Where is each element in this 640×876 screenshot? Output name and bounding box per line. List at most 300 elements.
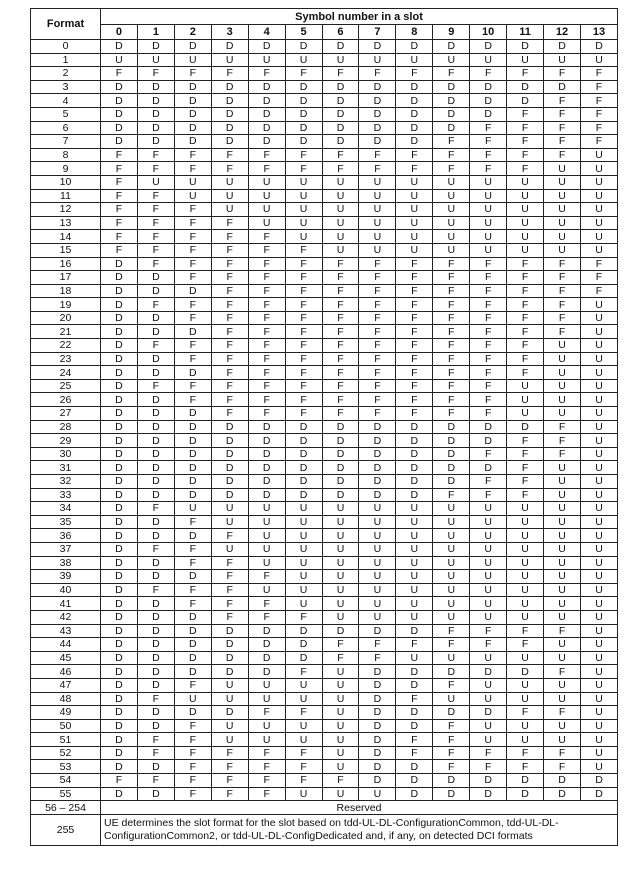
symbol-cell: U xyxy=(433,189,470,203)
symbol-cell: D xyxy=(137,393,174,407)
table-row xyxy=(31,94,618,108)
symbol-cell: D xyxy=(322,40,359,54)
table-row xyxy=(31,366,618,380)
format-number-cell: 45 xyxy=(31,651,101,665)
symbol-cell: U xyxy=(359,216,396,230)
symbol-cell: F xyxy=(248,774,285,788)
symbol-cell: F xyxy=(137,583,174,597)
symbol-cell: U xyxy=(580,706,617,720)
symbol-cell: F xyxy=(433,162,470,176)
format-number-cell: 17 xyxy=(31,271,101,285)
symbol-cell: U xyxy=(544,542,581,556)
symbol-cell: U xyxy=(544,570,581,584)
symbol-cell: U xyxy=(433,651,470,665)
symbol-cell: D xyxy=(101,271,138,285)
symbol-cell: U xyxy=(285,678,322,692)
symbol-cell: F xyxy=(433,407,470,421)
symbol-cell: F xyxy=(396,407,433,421)
symbol-cell: D xyxy=(396,94,433,108)
symbol-cell: U xyxy=(507,203,544,217)
symbol-cell: F xyxy=(359,407,396,421)
symbol-cell: F xyxy=(137,298,174,312)
symbol-cell: U xyxy=(359,529,396,543)
symbol-cell: F xyxy=(544,257,581,271)
symbol-cell: D xyxy=(248,665,285,679)
symbol-cell: D xyxy=(322,80,359,94)
symbol-cell: F xyxy=(396,692,433,706)
symbol-cell: D xyxy=(359,719,396,733)
symbol-cell: F xyxy=(433,271,470,285)
symbol-cell: D xyxy=(101,311,138,325)
symbol-cell: F xyxy=(322,651,359,665)
format-number-cell: 53 xyxy=(31,760,101,774)
symbol-cell: D xyxy=(137,515,174,529)
symbol-cell: U xyxy=(285,203,322,217)
format-number-cell: 33 xyxy=(31,488,101,502)
symbol-cell: U xyxy=(470,692,507,706)
symbol-cell: F xyxy=(396,148,433,162)
symbol-cell: U xyxy=(433,230,470,244)
format-number-cell: 6 xyxy=(31,121,101,135)
symbol-cell: D xyxy=(359,475,396,489)
symbol-cell: F xyxy=(174,515,211,529)
symbol-cell: D xyxy=(137,787,174,801)
symbol-cell: U xyxy=(580,243,617,257)
format-number-cell: 0 xyxy=(31,40,101,54)
format-number-cell: 5 xyxy=(31,107,101,121)
symbol-cell: U xyxy=(174,692,211,706)
table-row xyxy=(31,121,618,135)
table-row xyxy=(31,162,618,176)
symbol-cell: F xyxy=(359,638,396,652)
symbol-cell: U xyxy=(580,746,617,760)
symbol-cell: F xyxy=(544,420,581,434)
table-row xyxy=(31,325,618,339)
symbol-cell: U xyxy=(211,515,248,529)
format-number-cell: 49 xyxy=(31,706,101,720)
format-number-cell: 55 xyxy=(31,787,101,801)
symbol-cell: D xyxy=(396,420,433,434)
symbol-cell: D xyxy=(359,135,396,149)
symbol-cell: U xyxy=(507,393,544,407)
symbol-cell: U xyxy=(396,175,433,189)
symbol-cell: D xyxy=(137,420,174,434)
symbol-cell: D xyxy=(137,760,174,774)
symbol-cell: F xyxy=(211,284,248,298)
symbol-cell: U xyxy=(580,719,617,733)
symbol-cell: D xyxy=(359,447,396,461)
symbol-cell: D xyxy=(137,407,174,421)
symbol-cell: U xyxy=(507,529,544,543)
symbol-cell: F xyxy=(396,379,433,393)
symbol-cell: D xyxy=(101,94,138,108)
symbol-cell: U xyxy=(359,597,396,611)
symbol-cell: U xyxy=(322,216,359,230)
symbol-cell: F xyxy=(396,733,433,747)
symbol-number-header: 4 xyxy=(248,25,285,40)
symbol-cell: D xyxy=(101,706,138,720)
table-row xyxy=(31,475,618,489)
symbol-cell: F xyxy=(544,135,581,149)
symbol-cell: U xyxy=(248,175,285,189)
symbol-cell: F xyxy=(211,271,248,285)
symbol-cell: F xyxy=(544,121,581,135)
symbol-cell: D xyxy=(137,271,174,285)
symbol-cell: F xyxy=(285,243,322,257)
symbol-cell: U xyxy=(322,529,359,543)
symbol-cell: D xyxy=(174,706,211,720)
symbol-cell: F xyxy=(470,311,507,325)
symbol-cell: D xyxy=(101,760,138,774)
symbol-cell: F xyxy=(580,271,617,285)
table-row xyxy=(31,107,618,121)
symbol-cell: F xyxy=(211,393,248,407)
symbol-cell: U xyxy=(544,407,581,421)
symbol-cell: F xyxy=(174,339,211,353)
table-row xyxy=(31,760,618,774)
symbol-cell: U xyxy=(322,230,359,244)
symbol-cell: U xyxy=(580,420,617,434)
symbol-cell: U xyxy=(470,651,507,665)
symbol-cell: U xyxy=(580,352,617,366)
symbol-cell: F xyxy=(285,339,322,353)
symbol-cell: F xyxy=(248,298,285,312)
symbol-cell: D xyxy=(101,80,138,94)
symbol-cell: D xyxy=(101,407,138,421)
symbol-cell: F xyxy=(137,216,174,230)
symbol-cell: D xyxy=(507,94,544,108)
symbol-cell: U xyxy=(359,542,396,556)
symbol-cell: F xyxy=(507,135,544,149)
symbol-cell: U xyxy=(580,175,617,189)
symbol-cell: U xyxy=(433,515,470,529)
symbol-cell: F xyxy=(248,787,285,801)
symbol-number-header: 8 xyxy=(396,25,433,40)
symbol-cell: U xyxy=(580,597,617,611)
symbol-cell: F xyxy=(507,706,544,720)
symbol-cell: F xyxy=(396,325,433,339)
symbol-cell: D xyxy=(359,706,396,720)
symbol-cell: F xyxy=(507,434,544,448)
symbol-cell: F xyxy=(322,339,359,353)
symbol-cell: U xyxy=(470,570,507,584)
symbol-cell: D xyxy=(433,94,470,108)
symbol-cell: F xyxy=(433,488,470,502)
symbol-cell: U xyxy=(248,692,285,706)
symbol-cell: F xyxy=(285,271,322,285)
format-number-cell: 30 xyxy=(31,447,101,461)
format-number-cell: 48 xyxy=(31,692,101,706)
symbol-cell: D xyxy=(507,80,544,94)
symbol-cell: F xyxy=(137,67,174,81)
symbol-cell: F xyxy=(285,257,322,271)
symbol-cell: F xyxy=(396,298,433,312)
symbol-cell: U xyxy=(396,230,433,244)
symbol-cell: U xyxy=(544,175,581,189)
table-row xyxy=(31,787,618,801)
symbol-cell: F xyxy=(433,366,470,380)
symbol-cell: D xyxy=(396,434,433,448)
symbol-cell: U xyxy=(507,583,544,597)
symbol-cell: U xyxy=(580,502,617,516)
symbol-cell: F xyxy=(174,257,211,271)
symbol-cell: F xyxy=(137,189,174,203)
format-number-cell: 39 xyxy=(31,570,101,584)
symbol-cell: F xyxy=(507,311,544,325)
symbol-cell: U xyxy=(580,651,617,665)
symbol-cell: D xyxy=(470,461,507,475)
symbol-cell: F xyxy=(285,298,322,312)
symbol-cell: F xyxy=(433,257,470,271)
symbol-cell: F xyxy=(470,162,507,176)
symbol-cell: D xyxy=(174,80,211,94)
symbol-cell: U xyxy=(580,447,617,461)
symbol-cell: D xyxy=(211,488,248,502)
symbol-cell: F xyxy=(433,135,470,149)
symbol-cell: D xyxy=(174,570,211,584)
symbol-cell: F xyxy=(137,733,174,747)
format-number-cell: 32 xyxy=(31,475,101,489)
format-number-cell: 22 xyxy=(31,339,101,353)
symbol-cell: F xyxy=(544,325,581,339)
format-number-cell: 34 xyxy=(31,502,101,516)
symbol-cell: F xyxy=(470,366,507,380)
symbol-cell: U xyxy=(470,583,507,597)
symbol-cell: F xyxy=(285,706,322,720)
symbol-cell: D xyxy=(174,434,211,448)
format-255-cell: 255 xyxy=(31,815,101,846)
symbol-cell: F xyxy=(470,135,507,149)
symbol-cell: D xyxy=(174,325,211,339)
symbol-cell: U xyxy=(470,719,507,733)
symbol-cell: F xyxy=(248,230,285,244)
symbol-cell: D xyxy=(137,624,174,638)
symbol-cell: U xyxy=(433,570,470,584)
symbol-cell: U xyxy=(580,148,617,162)
symbol-cell: F xyxy=(174,760,211,774)
symbol-cell: U xyxy=(322,175,359,189)
symbol-cell: F xyxy=(174,583,211,597)
symbol-cell: F xyxy=(433,379,470,393)
symbol-cell: D xyxy=(507,665,544,679)
table-row xyxy=(31,148,618,162)
symbol-cell: F xyxy=(470,325,507,339)
table-row xyxy=(31,407,618,421)
symbol-cell: D xyxy=(359,121,396,135)
table-row xyxy=(31,40,618,54)
symbol-number-header-row xyxy=(31,25,618,40)
symbol-cell: D xyxy=(101,488,138,502)
format-number-cell: 42 xyxy=(31,610,101,624)
symbol-cell: D xyxy=(359,420,396,434)
symbol-cell: F xyxy=(433,624,470,638)
symbol-cell: F xyxy=(359,67,396,81)
symbol-cell: F xyxy=(507,271,544,285)
symbol-cell: D xyxy=(174,284,211,298)
symbol-cell: D xyxy=(470,706,507,720)
symbol-cell: F xyxy=(285,284,322,298)
symbol-cell: D xyxy=(322,420,359,434)
format-number-cell: 50 xyxy=(31,719,101,733)
symbol-cell: U xyxy=(396,203,433,217)
symbol-cell: U xyxy=(470,216,507,230)
symbol-cell: D xyxy=(433,107,470,121)
symbol-cell: F xyxy=(211,230,248,244)
reserved-row xyxy=(31,801,618,815)
symbol-cell: F xyxy=(396,271,433,285)
symbol-cell: F xyxy=(211,339,248,353)
symbol-cell: F xyxy=(248,148,285,162)
symbol-cell: U xyxy=(580,515,617,529)
symbol-cell: F xyxy=(285,774,322,788)
table-row xyxy=(31,189,618,203)
symbol-cell: D xyxy=(433,447,470,461)
symbol-cell: F xyxy=(174,733,211,747)
symbol-cell: U xyxy=(544,461,581,475)
table-row xyxy=(31,651,618,665)
symbol-cell: D xyxy=(211,80,248,94)
symbol-cell: F xyxy=(507,352,544,366)
symbol-cell: D xyxy=(101,257,138,271)
table-row xyxy=(31,298,618,312)
symbol-cell: D xyxy=(359,624,396,638)
symbol-cell: U xyxy=(359,515,396,529)
symbol-cell: D xyxy=(137,678,174,692)
symbol-cell: U xyxy=(580,760,617,774)
symbol-cell: F xyxy=(248,597,285,611)
symbol-cell: U xyxy=(248,189,285,203)
symbol-cell: U xyxy=(433,556,470,570)
symbol-cell: F xyxy=(544,760,581,774)
symbol-cell: U xyxy=(433,502,470,516)
symbol-cell: U xyxy=(544,692,581,706)
symbol-cell: U xyxy=(544,230,581,244)
symbol-cell: F xyxy=(137,243,174,257)
symbol-cell: F xyxy=(470,393,507,407)
symbol-cell: U xyxy=(507,379,544,393)
symbol-cell: U xyxy=(211,719,248,733)
table-row xyxy=(31,515,618,529)
symbol-cell: U xyxy=(359,787,396,801)
symbol-cell: D xyxy=(285,638,322,652)
symbol-cell: U xyxy=(174,53,211,67)
symbol-cell: D xyxy=(396,787,433,801)
symbol-cell: D xyxy=(322,624,359,638)
symbol-cell: F xyxy=(544,94,581,108)
symbol-cell: F xyxy=(211,746,248,760)
symbol-cell: D xyxy=(211,665,248,679)
symbol-cell: F xyxy=(174,67,211,81)
format-number-cell: 8 xyxy=(31,148,101,162)
symbol-cell: D xyxy=(174,529,211,543)
symbol-cell: D xyxy=(101,447,138,461)
symbol-cell: D xyxy=(101,638,138,652)
symbol-cell: D xyxy=(433,706,470,720)
table-row xyxy=(31,67,618,81)
symbol-cell: F xyxy=(544,284,581,298)
symbol-cell: F xyxy=(433,352,470,366)
symbol-cell: U xyxy=(580,488,617,502)
symbol-cell: D xyxy=(101,135,138,149)
symbol-cell: D xyxy=(285,80,322,94)
symbol-cell: U xyxy=(544,352,581,366)
symbol-cell: U xyxy=(396,583,433,597)
symbol-cell: U xyxy=(211,175,248,189)
symbol-cell: D xyxy=(248,651,285,665)
symbol-cell: D xyxy=(248,461,285,475)
symbol-cell: F xyxy=(396,67,433,81)
symbol-cell: U xyxy=(470,515,507,529)
table-row xyxy=(31,434,618,448)
symbol-cell: D xyxy=(470,787,507,801)
symbol-cell: U xyxy=(544,339,581,353)
symbol-cell: U xyxy=(580,461,617,475)
symbol-cell: D xyxy=(101,502,138,516)
symbol-cell: D xyxy=(285,624,322,638)
symbol-cell: U xyxy=(580,379,617,393)
symbol-cell: U xyxy=(580,542,617,556)
symbol-cell: U xyxy=(396,216,433,230)
symbol-cell: F xyxy=(580,284,617,298)
symbol-cell: F xyxy=(544,624,581,638)
symbol-cell: U xyxy=(174,175,211,189)
symbol-cell: D xyxy=(174,447,211,461)
reserved-format-range: 56 – 254 xyxy=(31,801,101,815)
format-number-cell: 1 xyxy=(31,53,101,67)
symbol-cell: U xyxy=(580,638,617,652)
format-number-cell: 2 xyxy=(31,67,101,81)
symbol-cell: U xyxy=(211,203,248,217)
symbol-cell: F xyxy=(507,284,544,298)
table-row xyxy=(31,733,618,747)
symbol-cell: U xyxy=(580,570,617,584)
format-number-cell: 25 xyxy=(31,379,101,393)
symbol-cell: U xyxy=(248,556,285,570)
symbol-number-header: 12 xyxy=(544,25,581,40)
symbol-cell: F xyxy=(396,366,433,380)
symbol-cell: F xyxy=(248,284,285,298)
symbol-cell: U xyxy=(507,556,544,570)
symbol-cell: U xyxy=(470,610,507,624)
symbol-cell: U xyxy=(322,760,359,774)
symbol-cell: D xyxy=(322,461,359,475)
symbol-cell: D xyxy=(174,461,211,475)
symbol-cell: D xyxy=(137,570,174,584)
symbol-cell: D xyxy=(137,366,174,380)
symbol-cell: F xyxy=(322,366,359,380)
symbol-cell: F xyxy=(211,583,248,597)
symbol-cell: D xyxy=(101,379,138,393)
table-row xyxy=(31,230,618,244)
symbol-cell: U xyxy=(433,542,470,556)
symbol-cell: F xyxy=(470,760,507,774)
symbol-cell: U xyxy=(359,189,396,203)
symbol-number-header: 9 xyxy=(433,25,470,40)
table-row xyxy=(31,597,618,611)
symbol-cell: F xyxy=(359,148,396,162)
symbol-cell: U xyxy=(285,692,322,706)
symbol-cell: U xyxy=(544,379,581,393)
symbol-cell: U xyxy=(470,529,507,543)
symbol-cell: F xyxy=(137,203,174,217)
symbol-cell: D xyxy=(137,447,174,461)
symbol-cell: D xyxy=(285,135,322,149)
symbol-cell: F xyxy=(470,121,507,135)
symbol-cell: U xyxy=(101,53,138,67)
symbol-cell: U xyxy=(544,719,581,733)
symbol-cell: D xyxy=(359,678,396,692)
symbol-cell: D xyxy=(544,80,581,94)
